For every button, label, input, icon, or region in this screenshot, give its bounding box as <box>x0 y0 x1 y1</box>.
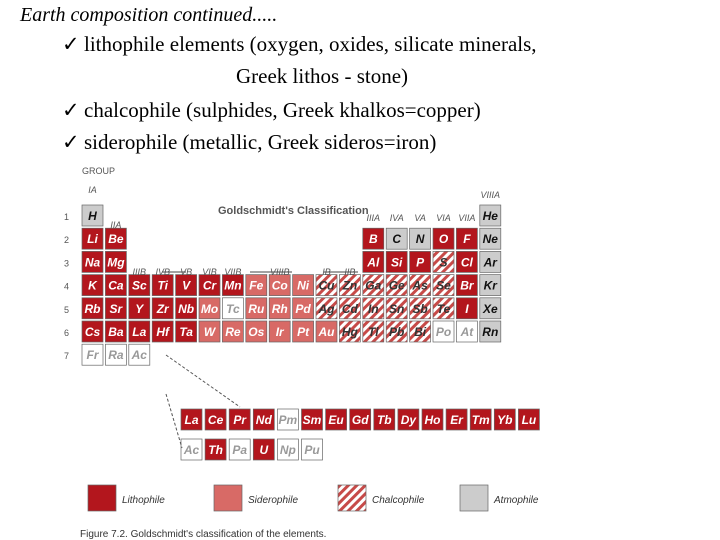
legend-swatch <box>214 485 242 511</box>
element-Sc <box>129 275 150 296</box>
element-Ga <box>363 275 384 296</box>
element-symbol: Nd <box>255 413 272 427</box>
period-label: 5 <box>64 304 70 315</box>
element-symbol: Ti <box>157 278 168 293</box>
legend-label: Siderophile <box>248 495 299 506</box>
element-symbol: Os <box>248 325 265 339</box>
element-Sr <box>105 298 126 319</box>
element-symbol: Au <box>318 325 335 339</box>
group-header: VIIA <box>458 213 476 223</box>
element-symbol: Mn <box>224 278 242 293</box>
element-Mg <box>105 251 126 272</box>
element-symbol: Ac <box>131 348 147 363</box>
period-label: 6 <box>64 328 70 338</box>
element-symbol: Fr <box>86 348 99 363</box>
legend-swatch <box>460 485 488 511</box>
lanthanide-La <box>181 409 202 430</box>
element-symbol: B <box>368 232 378 247</box>
bullet-text: siderophile (metallic, Greek sideros=iron) <box>84 130 437 154</box>
element-Ta <box>176 321 197 342</box>
element-symbol: Sr <box>109 301 123 316</box>
element-symbol: Y <box>135 301 144 316</box>
legend-label: Lithophile <box>122 495 165 506</box>
element-symbol: Be <box>108 232 124 247</box>
element-B <box>363 228 384 249</box>
group-header: IVA <box>389 213 404 223</box>
element-C <box>386 228 407 249</box>
element-symbol: P <box>416 255 425 270</box>
element-Ac <box>129 344 150 365</box>
element-Sn <box>386 298 407 319</box>
element-symbol: Fe <box>249 278 264 293</box>
element-Nb <box>176 298 197 319</box>
element-Pb <box>386 321 407 342</box>
element-Au <box>316 321 337 342</box>
element-symbol: Zn <box>342 278 358 293</box>
element-symbol: La <box>132 325 147 339</box>
lanthanide-Er <box>446 409 467 430</box>
element-symbol: Si <box>391 255 403 270</box>
element-Li <box>82 228 103 249</box>
element-Tl <box>363 321 384 342</box>
element-P <box>410 251 431 272</box>
element-I <box>456 298 477 319</box>
element-symbol: Sb <box>412 301 428 316</box>
bullet-text: lithophile elements (oxygen, oxides, silicate minerals, <box>84 32 537 56</box>
lanthanide-Ce <box>205 409 226 430</box>
element-symbol: Gd <box>351 413 369 427</box>
element-Cs <box>82 321 103 342</box>
element-Ni <box>293 275 314 296</box>
element-symbol: I <box>465 301 469 316</box>
element-Ir <box>269 321 290 342</box>
element-symbol: Al <box>367 255 380 270</box>
element-Y <box>129 298 150 319</box>
element-Cr <box>199 275 220 296</box>
element-symbol: La <box>184 413 199 427</box>
element-symbol: Ac <box>183 443 200 457</box>
element-symbol: Cs <box>84 325 101 339</box>
element-Po <box>433 321 454 342</box>
element-Os <box>246 321 267 342</box>
element-symbol: Np <box>279 443 296 457</box>
actinide-Ac <box>181 439 202 460</box>
element-N <box>410 228 431 249</box>
legend-label: Atmophile <box>494 495 539 506</box>
lanthanide-Tb <box>374 409 395 430</box>
lanthanide-Gd <box>350 409 371 430</box>
checkmark-icon: ✓ <box>62 130 80 154</box>
legend-item <box>460 485 539 511</box>
element-symbol: Bi <box>414 325 427 339</box>
element-Kr <box>480 275 501 296</box>
element-K <box>82 275 103 296</box>
element-symbol: Pu <box>304 443 320 457</box>
element-symbol: H <box>88 209 97 223</box>
element-symbol: Er <box>450 413 463 427</box>
element-symbol: Ca <box>108 278 124 293</box>
group-label: GROUP <box>82 166 116 176</box>
element-symbol: S <box>439 255 448 270</box>
group-header: VB <box>180 267 193 277</box>
element-Co <box>269 275 290 296</box>
element-He <box>480 205 501 226</box>
element-Xe <box>480 298 501 319</box>
element-Br <box>456 275 477 296</box>
element-Pt <box>293 321 314 342</box>
element-symbol: Tb <box>376 413 392 427</box>
element-symbol: Eu <box>328 413 344 427</box>
lanthanide-Ho <box>422 409 443 430</box>
element-symbol: K <box>88 278 97 293</box>
legend-swatch <box>338 485 366 511</box>
element-symbol: At <box>460 325 474 339</box>
element-Bi <box>410 321 431 342</box>
group-header: VIB <box>202 267 217 277</box>
element-symbol: Ru <box>248 301 265 316</box>
element-Rb <box>82 298 103 319</box>
element-Ba <box>105 321 126 342</box>
element-Ag <box>316 298 337 319</box>
legend-item <box>88 485 165 511</box>
bullet-text: Greek lithos - stone) <box>236 64 409 88</box>
element-symbol: In <box>367 301 379 316</box>
element-Pd <box>293 298 314 319</box>
group-header: VIIIB <box>269 267 290 277</box>
period-label: 2 <box>64 235 70 246</box>
element-symbol: O <box>438 232 449 247</box>
element-Mo <box>199 298 220 319</box>
element-symbol: Ne <box>482 232 498 247</box>
element-H <box>82 205 103 226</box>
element-Cd <box>339 298 360 319</box>
element-O <box>433 228 454 249</box>
figure-caption: Figure 7.2. Goldschmidt's classification of the elements. <box>80 529 327 540</box>
element-Re <box>222 321 243 342</box>
lanthanide-Lu <box>518 409 539 430</box>
legend-item <box>214 485 298 511</box>
element-symbol: Ge <box>388 278 405 293</box>
actinide-Pa <box>229 439 250 460</box>
legend-label: Chalcophile <box>372 495 425 506</box>
element-symbol: Zr <box>156 301 169 316</box>
element-symbol: Te <box>436 301 451 316</box>
lanthanide-Pr <box>229 409 250 430</box>
element-symbol: U <box>259 443 269 457</box>
element-Zr <box>152 298 173 319</box>
checkmark-icon: ✓ <box>62 32 80 56</box>
element-symbol: Cr <box>202 278 217 293</box>
element-Ne <box>480 228 501 249</box>
period-label: 7 <box>64 351 70 362</box>
element-symbol: Rb <box>84 301 101 316</box>
element-symbol: Sm <box>302 413 322 427</box>
checkmark-icon: ✓ <box>62 98 80 122</box>
element-symbol: He <box>482 209 498 223</box>
element-symbol: C <box>392 232 402 247</box>
element-Na <box>82 251 103 272</box>
group-header: VIA <box>436 213 451 223</box>
element-Ar <box>480 251 501 272</box>
period-label: 3 <box>64 258 70 269</box>
element-symbol: Mo <box>200 301 219 316</box>
element-symbol: Yb <box>497 413 513 427</box>
element-symbol: Co <box>271 278 288 293</box>
element-symbol: N <box>415 232 425 247</box>
element-symbol: Cu <box>318 278 335 293</box>
element-symbol: Kr <box>483 278 497 293</box>
lanthanide-Pm <box>277 409 298 430</box>
element-symbol: Rh <box>271 301 288 316</box>
element-symbol: Tm <box>471 413 490 427</box>
element-Mn <box>222 275 243 296</box>
element-symbol: Ta <box>179 325 193 339</box>
element-symbol: Pd <box>295 301 311 316</box>
element-symbol: Nb <box>178 301 195 316</box>
element-symbol: Pa <box>232 443 248 457</box>
element-Rh <box>269 298 290 319</box>
element-symbol: Pb <box>389 325 405 339</box>
element-symbol: Rn <box>482 325 499 339</box>
element-symbol: Tl <box>367 325 379 339</box>
element-symbol: Po <box>435 325 452 339</box>
element-Te <box>433 298 454 319</box>
element-Hg <box>339 321 360 342</box>
element-symbol: W <box>203 325 216 339</box>
element-symbol: Ra <box>108 348 124 363</box>
slide-title: Earth composition continued..... <box>20 4 278 26</box>
element-F <box>456 228 477 249</box>
element-symbol: Pt <box>297 325 310 339</box>
element-Sb <box>410 298 431 319</box>
element-V <box>176 275 197 296</box>
group-header: IIB <box>344 267 356 277</box>
bullet-text: chalcophile (sulphides, Greek khalkos=copper) <box>84 98 481 122</box>
element-symbol: Se <box>436 278 451 293</box>
period-label: 4 <box>64 281 70 292</box>
element-symbol: Hg <box>341 325 358 339</box>
element-symbol: Ar <box>483 255 497 270</box>
lanthanide-Nd <box>253 409 274 430</box>
element-symbol: Na <box>84 255 101 270</box>
element-symbol: V <box>182 278 191 293</box>
element-W <box>199 321 220 342</box>
element-Cu <box>316 275 337 296</box>
element-symbol: Br <box>460 278 474 293</box>
group-header: VA <box>414 213 426 223</box>
element-symbol: Ni <box>297 278 310 293</box>
group-header: IVB <box>155 267 170 277</box>
element-Rn <box>480 321 501 342</box>
actinide-Pu <box>302 439 323 460</box>
element-symbol: Ga <box>365 278 382 293</box>
element-symbol: Xe <box>482 301 498 316</box>
element-symbol: Th <box>208 443 223 457</box>
group-header: VIIB <box>224 267 242 277</box>
element-symbol: Re <box>225 325 241 339</box>
element-Ru <box>246 298 267 319</box>
period-label: 1 <box>64 212 70 222</box>
element-At <box>456 321 477 342</box>
element-Tc <box>222 298 243 319</box>
element-Ca <box>105 275 126 296</box>
element-symbol: Ba <box>108 325 124 339</box>
element-symbol: Tc <box>226 301 240 316</box>
element-symbol: Ce <box>207 413 224 427</box>
element-La <box>129 321 150 342</box>
element-Ge <box>386 275 407 296</box>
group-header: IA <box>88 185 97 195</box>
element-Ra <box>105 344 126 365</box>
element-Fe <box>246 275 267 296</box>
lanthanide-Dy <box>398 409 419 430</box>
group-header: IIA <box>110 220 122 230</box>
element-Al <box>363 251 384 272</box>
actinide-U <box>253 439 274 460</box>
element-symbol: Mg <box>107 255 125 270</box>
element-symbol: F <box>463 232 471 247</box>
element-symbol: Ir <box>275 325 284 339</box>
element-Ti <box>152 275 173 296</box>
element-symbol: Cd <box>341 301 358 316</box>
element-S <box>433 251 454 272</box>
lanthanide-Yb <box>494 409 515 430</box>
element-symbol: Pr <box>233 413 247 427</box>
element-Be <box>105 228 126 249</box>
group-header: IB <box>322 267 331 277</box>
element-As <box>410 275 431 296</box>
legend-swatch <box>88 485 116 511</box>
element-Se <box>433 275 454 296</box>
element-symbol: Li <box>87 232 98 247</box>
lanthanide-Sm <box>302 409 323 430</box>
leader-line <box>166 394 182 448</box>
actinide-Th <box>205 439 226 460</box>
element-symbol: Pm <box>278 413 298 427</box>
element-symbol: Hf <box>156 325 170 339</box>
element-In <box>363 298 384 319</box>
figure-heading: Goldschmidt's Classification <box>218 205 369 217</box>
element-Cl <box>456 251 477 272</box>
element-symbol: Ag <box>318 301 335 316</box>
group-header: IIIB <box>132 267 147 277</box>
element-Zn <box>339 275 360 296</box>
element-Fr <box>82 344 103 365</box>
element-symbol: As <box>412 278 428 293</box>
group-header: VIIIA <box>480 190 501 200</box>
lanthanide-Eu <box>326 409 347 430</box>
actinide-Np <box>277 439 298 460</box>
element-Si <box>386 251 407 272</box>
legend-item <box>338 485 425 511</box>
element-symbol: Ho <box>424 413 441 427</box>
element-Hf <box>152 321 173 342</box>
element-symbol: Sn <box>389 301 405 316</box>
leader-line <box>166 355 240 407</box>
element-symbol: Dy <box>400 413 417 427</box>
element-symbol: Lu <box>521 413 537 427</box>
group-header: IIIA <box>366 213 381 223</box>
element-symbol: Sc <box>131 278 147 293</box>
element-symbol: Cl <box>460 255 473 270</box>
lanthanide-Tm <box>470 409 491 430</box>
